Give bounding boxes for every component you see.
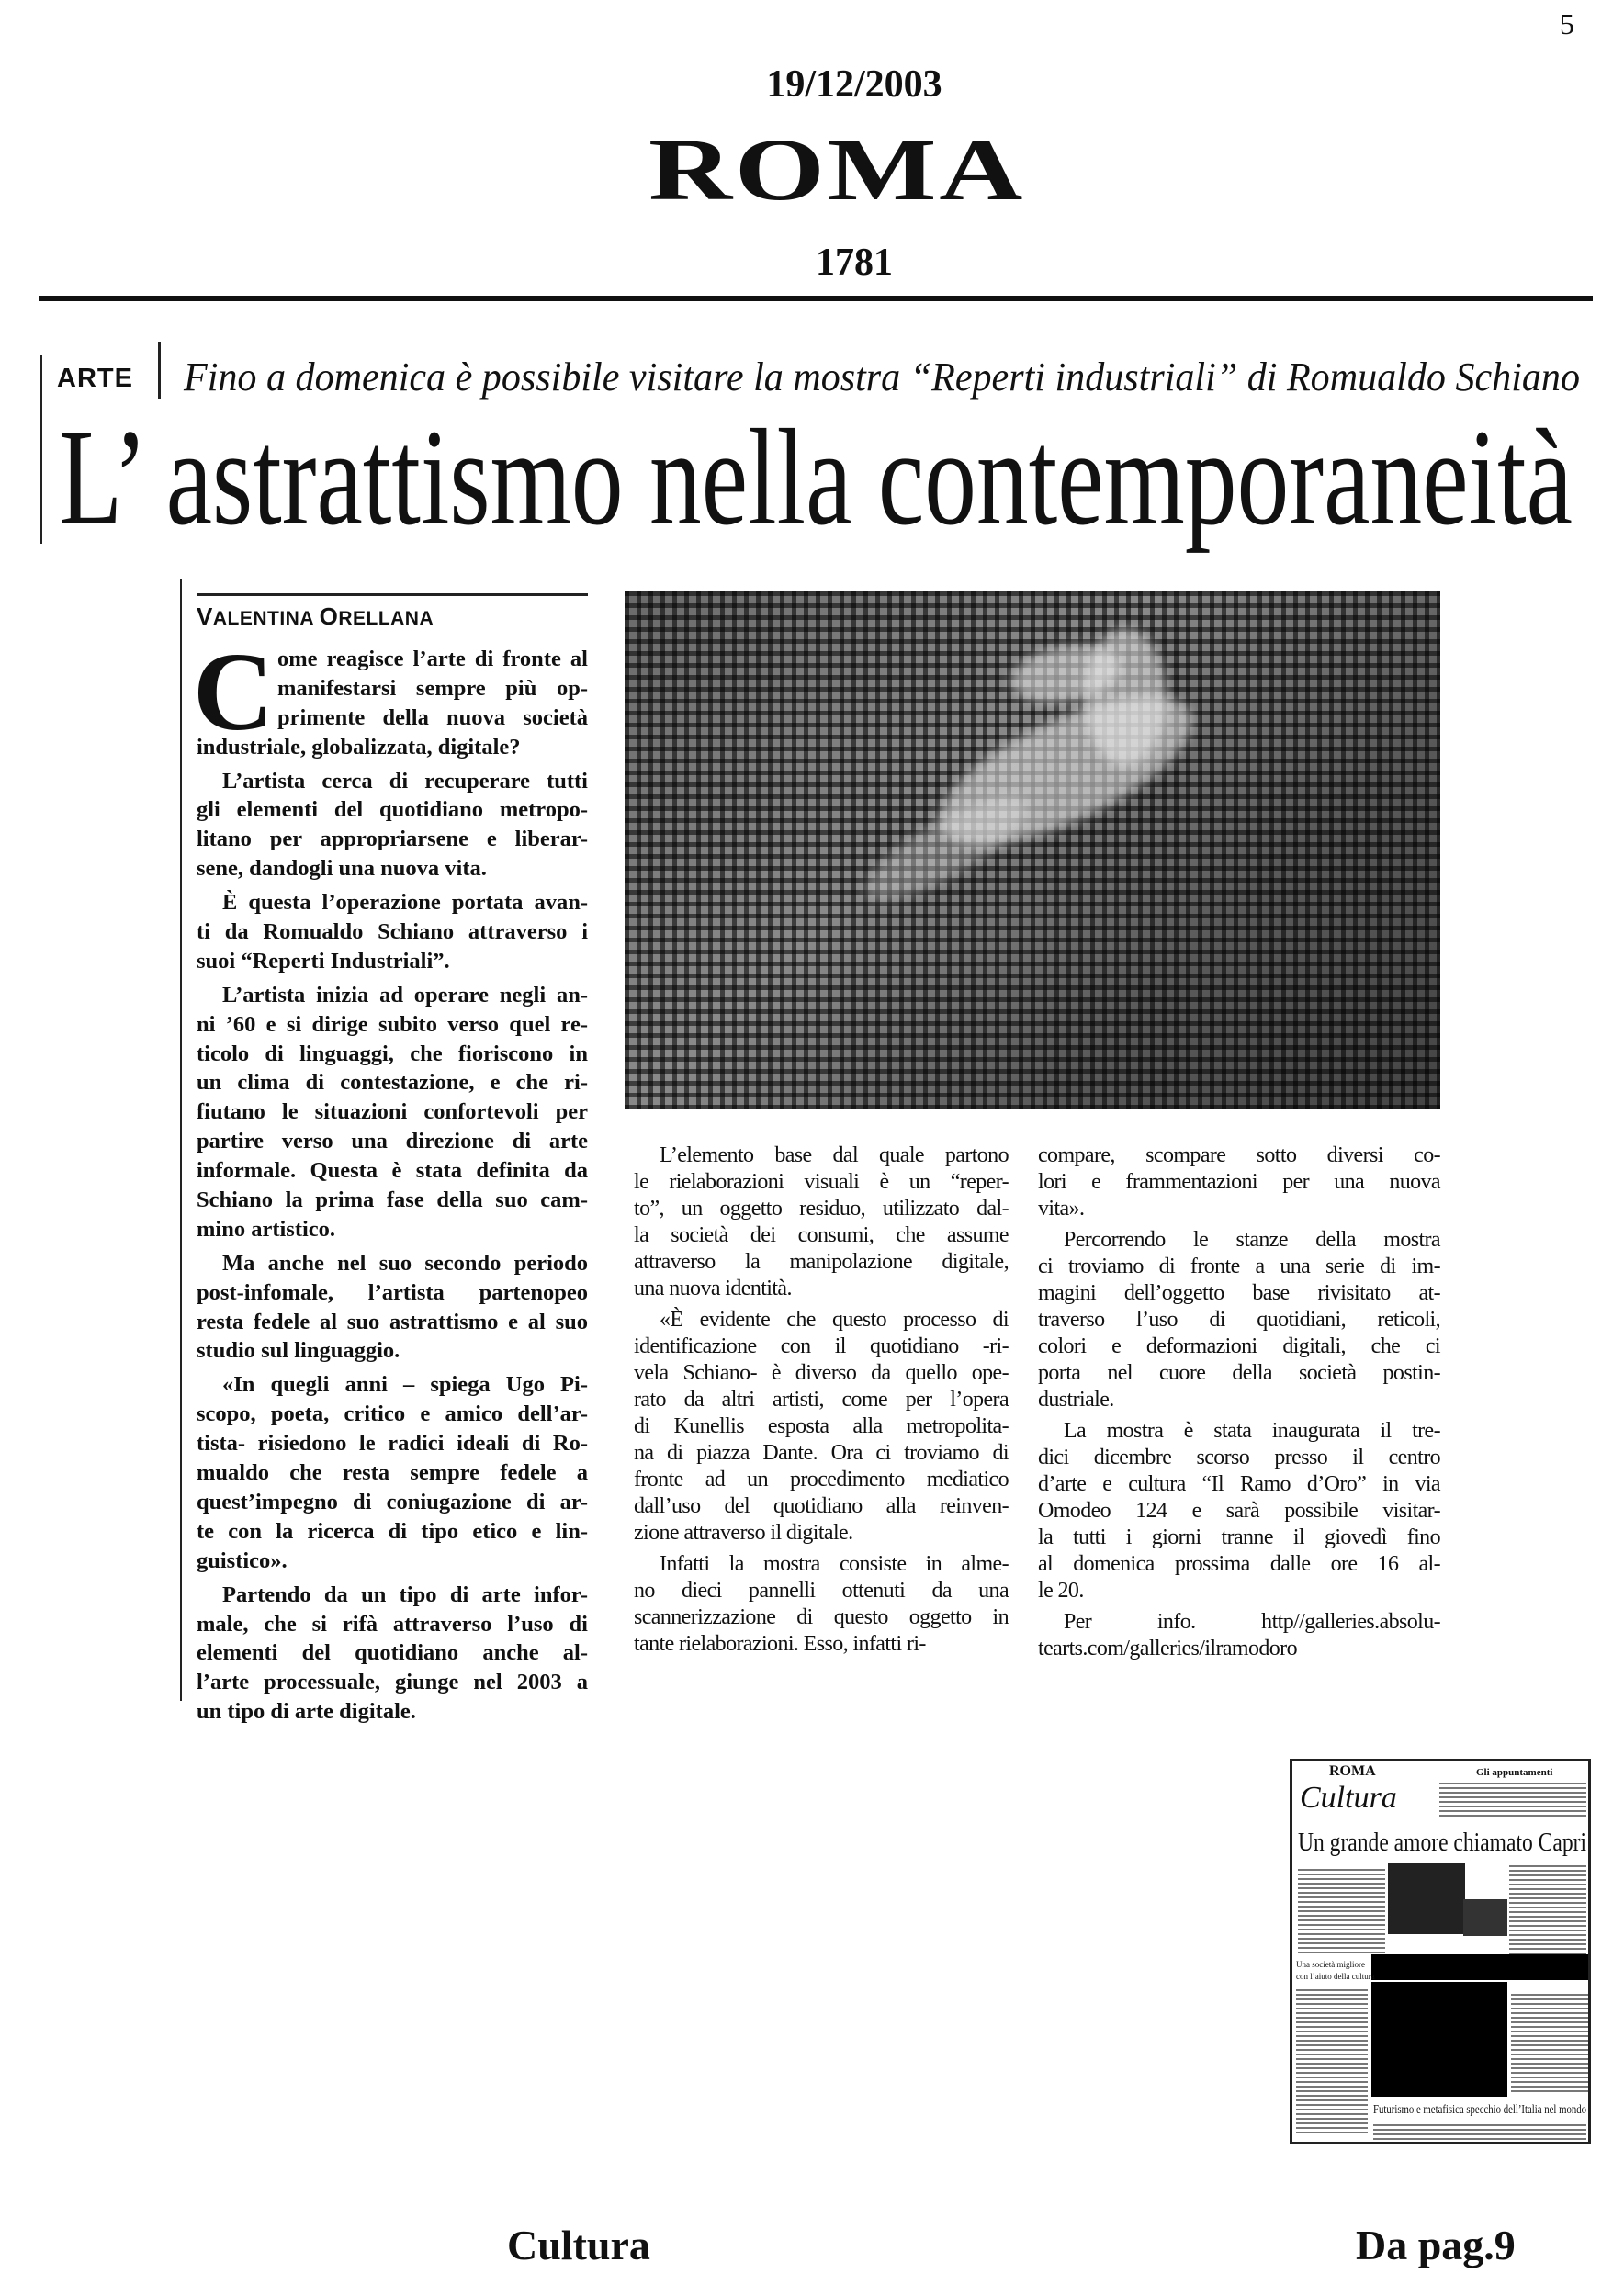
thumbnail-headline: Un grande amore chiamato Capri (1298, 1829, 1586, 1857)
text-line: compare, scompare sotto diversi co- (1038, 1143, 1440, 1167)
text-line: fronte ad un procedimento mediatico (634, 1468, 1009, 1491)
artwork-photo (625, 591, 1440, 1109)
text-line: traverso l’uso di quotidiani, reticoli, (1038, 1308, 1440, 1332)
text-line: una nuova identità. (634, 1277, 792, 1300)
thumbnail-side-headline-2: con l’aiuto della cultura (1296, 1972, 1375, 1981)
text-line: to”, un oggetto residuo, utilizzato dal- (634, 1197, 1009, 1221)
text-line: scopo, poeta, critico e amico dell’ar- (197, 1401, 588, 1427)
paragraph (197, 1249, 588, 1367)
text-line: no dieci pannelli ottenuti da una (634, 1579, 1009, 1603)
text-line: la società dei consumi, che assume (634, 1223, 1009, 1247)
text-line: zione attraverso il digitale. (634, 1521, 853, 1545)
article-column-3 (1038, 1142, 1440, 1667)
page-thumbnail (1290, 1759, 1591, 2144)
text-line: l’arte processuale, giunge nel 2003 a (197, 1670, 588, 1695)
text-line: Ma anche nel suo secondo periodo (222, 1250, 588, 1276)
text-line: ci troviamo di fronte a una serie di im- (1038, 1255, 1440, 1278)
column-rule (180, 579, 182, 1701)
text-line: «È evidente che questo processo di (660, 1308, 1009, 1332)
text-line: mino artistico. (197, 1216, 336, 1242)
article-subtitle: Fino a domenica è possibile visitare la mostra “Reperti industriali” di Romualdo Schiano (184, 355, 1580, 400)
header-divider (39, 296, 1593, 301)
thumbnail-side-headline-1: Una società migliore (1296, 1960, 1365, 1969)
text-line: porta nel cuore della società postin- (1038, 1361, 1440, 1385)
paragraph (197, 888, 588, 976)
text-line: di Kunellis esposta alla metropolita- (634, 1414, 1009, 1438)
drop-cap: C (193, 630, 275, 754)
text-line: na di piazza Dante. Ora ci troviamo di (634, 1441, 1009, 1465)
text-line: L’artista cerca di recuperare tutti (222, 768, 588, 793)
issue-number: 1781 (816, 242, 893, 284)
text-line: guistico». (197, 1548, 288, 1573)
page-number: 5 (1560, 7, 1574, 40)
text-line: ticolo di linguaggi, che fioriscono in (197, 1041, 588, 1066)
author-byline: VALENTINA ORELLANA (197, 602, 434, 630)
text-line: dall’uso del quotidiano alla reinven- (634, 1494, 1009, 1518)
text-line: elementi del quotidiano anche al- (197, 1640, 588, 1666)
text-line: le rielaborazioni visuali è un “reper- (634, 1170, 1009, 1194)
text-line: male, che si rifà attraverso l’uso di (197, 1611, 588, 1637)
text-line: studio sul linguaggio. (197, 1338, 400, 1364)
paragraph (197, 981, 588, 1244)
paragraph (1038, 1142, 1440, 1222)
paragraph (197, 1370, 588, 1575)
thumbnail-bottom-headline: Futurismo e metafisica specchio dell’Italia nel mondo (1373, 2103, 1586, 2117)
text-line: la tutti i giorni tranne il giovedì fino (1038, 1525, 1440, 1549)
article-column-1 (197, 645, 588, 1731)
paragraph (1038, 1609, 1440, 1662)
text-line: Infatti la mostra consiste in alme- (660, 1552, 1009, 1576)
text-line: vita». (1038, 1197, 1085, 1221)
text-line: L’artista inizia ad operare negli an- (222, 982, 588, 1007)
text-line: primente della nuova società (277, 704, 588, 730)
text-line: un clima di contestazione, e che ri- (197, 1070, 588, 1096)
text-line: post-infomale, l’artista partenopeo (197, 1279, 588, 1305)
paragraph (634, 1142, 1009, 1302)
text-line: industriale, globalizzata, digitale? (197, 734, 521, 760)
text-line: ome reagisce l’arte di fronte al (277, 647, 588, 671)
text-line: Partendo da un tipo di arte infor- (222, 1581, 588, 1607)
byline-rule (197, 593, 588, 596)
text-line: colori e deformazioni digitali, che ci (1038, 1334, 1440, 1358)
text-line: manifestarsi sempre più op- (277, 675, 588, 701)
text-line: ti da Romualdo Schiano attraverso i (197, 919, 588, 945)
text-line: tearts.com/galleries/ilramodoro (1038, 1637, 1297, 1660)
text-line: litano per appropriarsene e liberar- (197, 827, 588, 852)
text-line: sene, dandogli una nuova vita. (197, 856, 487, 882)
text-line: te con la ricerca di tipo etico e lin- (197, 1518, 588, 1544)
thumbnail-box-title: Gli appuntamenti (1476, 1767, 1553, 1778)
headline-left-rule (40, 355, 42, 544)
footer-section: Cultura (507, 2222, 650, 2268)
article-headline: L’ astrattismo nella contemporaneità (59, 401, 1573, 554)
paragraph (1038, 1227, 1440, 1413)
article-column-2 (634, 1142, 1009, 1662)
paragraph (197, 767, 588, 884)
paragraph (197, 645, 588, 762)
text-line: quest’impegno di coniugazione di ar- (197, 1489, 588, 1514)
footer-continued-from: Da pag.9 (1356, 2222, 1516, 2268)
text-line: ni ’60 e si dirige subito verso quel re- (197, 1011, 588, 1037)
text-line: Percorrendo le stanze della mostra (1064, 1228, 1440, 1252)
text-line: lori e frammentazioni per una nuova (1038, 1170, 1440, 1194)
text-line: La mostra è stata inaugurata il tre- (1064, 1419, 1440, 1443)
publication-date: 19/12/2003 (766, 63, 942, 106)
paragraph (634, 1307, 1009, 1547)
text-line: L’elemento base dal quale partono (660, 1143, 1009, 1167)
paragraph (1038, 1418, 1440, 1604)
text-line: Per info. http//galleries.absolu- (1064, 1610, 1440, 1634)
text-line: identificazione con il quotidiano -ri- (634, 1334, 1009, 1358)
section-label: ARTE (57, 364, 133, 393)
text-line: Schiano la prima fase della suo cam- (197, 1187, 588, 1213)
text-line: fiutano le situazioni confortevoli per (197, 1099, 588, 1125)
text-line: Omodeo 124 e sarà possibile visitar- (1038, 1499, 1440, 1523)
text-line: suoi “Reperti Industriali”. (197, 948, 450, 974)
text-line: tista- risiedono le radici ideali di Ro- (197, 1431, 588, 1457)
paragraph (634, 1551, 1009, 1658)
text-line: un tipo di arte digitale. (197, 1699, 416, 1725)
text-line: le 20. (1038, 1579, 1084, 1603)
thumbnail-masthead: ROMA (1329, 1763, 1376, 1779)
newspaper-masthead: ROMA (648, 120, 1025, 219)
text-line: rato da altri artisti, come per l’opera (634, 1388, 1009, 1412)
text-line: È questa l’operazione portata avan- (222, 890, 588, 916)
text-line: d’arte e cultura “Il Ramo d’Oro” in via (1038, 1472, 1440, 1496)
text-line: magini dell’oggetto base rivisitato at- (1038, 1281, 1440, 1305)
text-line: dustriale. (1038, 1388, 1114, 1412)
text-line: gli elementi del quotidiano metropo- (197, 797, 588, 823)
kicker-separator (158, 342, 161, 399)
text-line: tante rielaborazioni. Esso, infatti ri- (634, 1632, 926, 1656)
text-line: «In quegli anni – spiega Ugo Pi- (222, 1372, 588, 1398)
text-line: partire verso una direzione di arte (197, 1129, 588, 1154)
text-line: informale. Questa è stata definita da (197, 1158, 588, 1184)
text-line: al domenica prossima dalle ore 16 al- (1038, 1552, 1440, 1576)
text-line: dici dicembre scorso presso il centro (1038, 1446, 1440, 1469)
text-line: attraverso la manipolazione digitale, (634, 1250, 1009, 1274)
paragraph (197, 1581, 588, 1727)
thumbnail-section: Cultura (1300, 1781, 1397, 1815)
text-line: scannerizzazione di questo oggetto in (634, 1605, 1009, 1629)
text-line: vela Schiano- è diverso da quello ope- (634, 1361, 1009, 1385)
text-line: mualdo che resta sempre fedele a (197, 1460, 588, 1486)
text-line: resta fedele al suo astrattismo e al suo (197, 1309, 588, 1334)
